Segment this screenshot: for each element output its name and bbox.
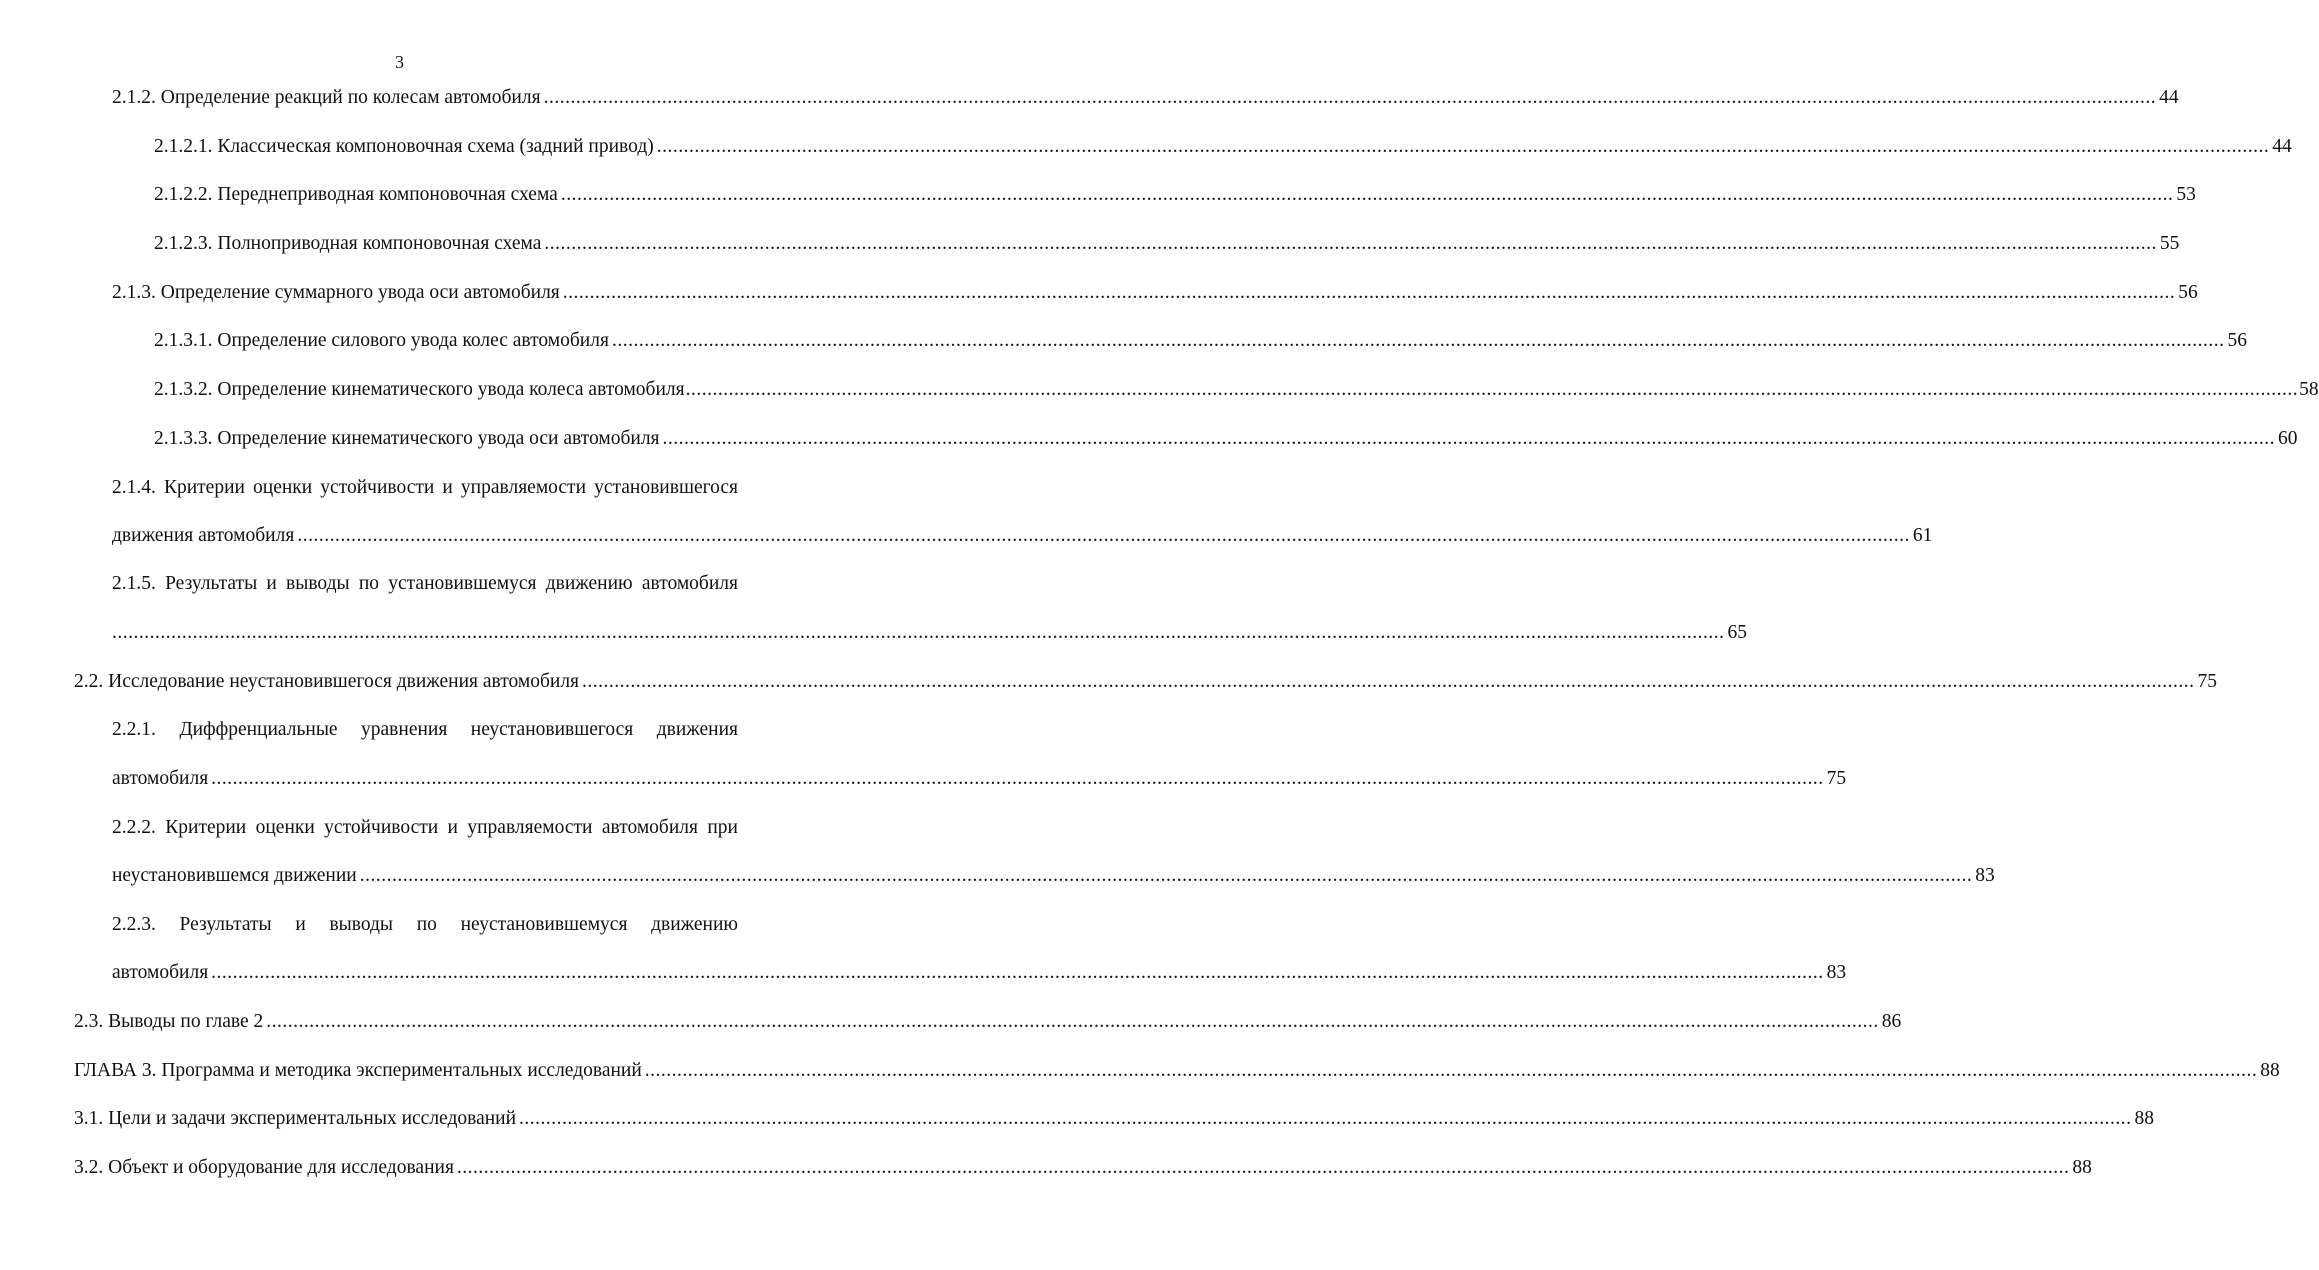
toc-entry-title: 2.1.2.1. Классическая компоновочная схема (задний привод) (154, 136, 654, 157)
toc-entry-title: 2.2. Исследование неустановившегося движения автомобиля (74, 671, 580, 692)
toc-entry-title: 2.2.2. Критерии оценки устойчивости и управляемости автомобиля при (112, 817, 738, 838)
toc-entry-title: 2.1.3.3. Определение кинематического увода оси автомобиля (154, 428, 660, 449)
dot-leader: ............................................................................................................................................................................................................................................................................................................ (359, 865, 1973, 886)
toc-entry-2-2-1[interactable] (112, 716, 738, 744)
toc-entry-page: 65 (1727, 622, 1747, 643)
toc-entry-2-1-5-cont[interactable] (112, 619, 1747, 647)
toc-entry-2-2-2[interactable] (112, 814, 738, 842)
dot-leader: ............................................................................................................................................................................................................................................................................................................ (560, 184, 2174, 205)
toc-entry-page: 58 (2299, 379, 2319, 400)
dot-leader: ............................................................................................................................................................................................................................................................................................................ (685, 379, 2299, 400)
toc-entry-page: 83 (1826, 962, 1847, 983)
toc-entry-title: 2.1.2.2. Переднеприводная компоновочная схема (154, 184, 558, 205)
toc-entry-title-cont: автомобиля (112, 768, 209, 789)
toc-entry-title: 2.2.1. Диффренциальные уравнения неустановившегося движения (112, 719, 738, 740)
toc-entry-title-cont: автомобиля (112, 962, 209, 983)
toc-entry-chapter-3[interactable] (74, 1057, 2280, 1085)
dot-leader: ............................................................................................................................................................................................................................................................................................................ (456, 1157, 2070, 1178)
toc-entry-title: 3.1. Цели и задачи экспериментальных исследований (74, 1108, 517, 1129)
toc-entry-2-1-3-1[interactable] (154, 327, 2247, 355)
toc-entry-2-2[interactable] (74, 668, 2218, 696)
toc-entry-2-1-3[interactable] (112, 279, 2198, 307)
toc-entry-title: ГЛАВА 3. Программа и методика экспериментальных исследований (74, 1060, 642, 1081)
toc-entry-title: 2.3. Выводы по главе 2 (74, 1011, 264, 1032)
toc-entry-page: 88 (2134, 1108, 2155, 1129)
toc-entry-title: 2.1.4. Критерии оценки устойчивости и управляемости установившегося (112, 477, 738, 498)
toc-entry-2-1-4-cont[interactable] (112, 522, 1933, 550)
toc-entry-2-1-2-3[interactable] (154, 230, 2180, 258)
toc-entry-page: 53 (2176, 184, 2196, 205)
toc-entry-2-3[interactable] (74, 1008, 1902, 1036)
dot-leader: ............................................................................................................................................................................................................................................................................................................ (644, 1060, 2258, 1081)
toc-entry-2-1-5[interactable] (112, 570, 738, 598)
toc-entry-page: 56 (2227, 330, 2247, 351)
dot-leader: ............................................................................................................................................................................................................................................................................................................ (656, 136, 2270, 157)
toc-entry-2-1-4[interactable] (112, 474, 738, 502)
toc-entry-page: 83 (1975, 865, 1995, 886)
toc-entry-title-cont: движения автомобиля (112, 525, 295, 546)
dot-leader: ............................................................................................................................................................................................................................................................................................................ (562, 282, 2176, 303)
dot-leader: ............................................................................................................................................................................................................................................................................................................ (266, 1011, 1879, 1032)
toc-entry-page: 86 (1881, 1011, 1902, 1032)
toc-entry-title: 2.1.2.3. Полноприводная компоновочная схема (154, 233, 542, 254)
toc-entry-2-1-3-2[interactable] (154, 376, 2319, 404)
toc-entry-page: 61 (1912, 525, 1933, 546)
toc-entry-page: 88 (2260, 1060, 2280, 1081)
dot-leader: ............................................................................................................................................................................................................................................................................................................ (211, 962, 1824, 983)
toc-entry-page: 88 (2072, 1157, 2092, 1178)
toc-entry-page: 75 (1826, 768, 1847, 789)
dot-leader: ............................................................................................................................................................................................................................................................................................................ (297, 525, 1910, 546)
dot-leader: ............................................................................................................................................................................................................................................................................................................ (611, 330, 2225, 351)
toc-entry-3-1[interactable] (74, 1105, 2155, 1133)
toc-entry-2-1-3-3[interactable] (154, 425, 2298, 453)
toc-entry-title: 2.1.2. Определение реакций по колесам автомобиля (112, 87, 541, 108)
toc-entry-3-2[interactable] (74, 1154, 2092, 1182)
toc-entry-page: 75 (2197, 671, 2218, 692)
dot-leader: ............................................................................................................................................................................................................................................................................................................ (519, 1108, 2132, 1129)
toc-entry-title: 2.1.3.1. Определение силового увода колес автомобиля (154, 330, 609, 351)
toc-entry-2-2-3-cont[interactable] (112, 959, 1847, 987)
toc-entry-page: 60 (2278, 428, 2298, 449)
toc-entry-page: 56 (2178, 282, 2198, 303)
toc-entry-2-1-2[interactable] (112, 84, 2179, 112)
toc-entry-2-2-3[interactable] (112, 911, 738, 939)
dot-leader: ............................................................................................................................................................................................................................................................................................................ (544, 233, 2157, 254)
toc-entry-title: 2.2.3. Результаты и выводы по неустановившемуся движению (112, 914, 738, 935)
toc-entry-2-2-1-cont[interactable] (112, 765, 1847, 793)
page-number: 3 (395, 52, 404, 72)
toc-entry-page: 44 (2272, 136, 2292, 157)
toc-entry-title: 2.1.5. Результаты и выводы по установившемуся движению автомобиля (112, 573, 738, 594)
toc-entry-title: 2.1.3.2. Определение кинематического увода колеса автомобиля (154, 379, 685, 400)
toc-entry-2-2-2-cont[interactable] (112, 862, 1995, 890)
toc-entry-page: 44 (2159, 87, 2179, 108)
toc-entry-2-1-2-2[interactable] (154, 181, 2196, 209)
toc-entry-title: 3.2. Объект и оборудование для исследования (74, 1157, 454, 1178)
toc-entry-2-1-2-1[interactable] (154, 133, 2292, 161)
dot-leader: ............................................................................................................................................................................................................................................................................................................ (211, 768, 1824, 789)
toc-entry-title: 2.1.3. Определение суммарного увода оси автомобиля (112, 282, 560, 303)
toc-entry-title-cont: неустановившемся движении (112, 865, 357, 886)
dot-leader: ............................................................................................................................................................................................................................................................................................................ (662, 428, 2276, 449)
dot-leader: ............................................................................................................................................................................................................................................................................................................ (582, 671, 2195, 692)
toc-entry-page: 55 (2159, 233, 2180, 254)
dot-leader: ............................................................................................................................................................................................................................................................................................................ (112, 622, 1725, 643)
dot-leader: ............................................................................................................................................................................................................................................................................................................ (543, 87, 2157, 108)
